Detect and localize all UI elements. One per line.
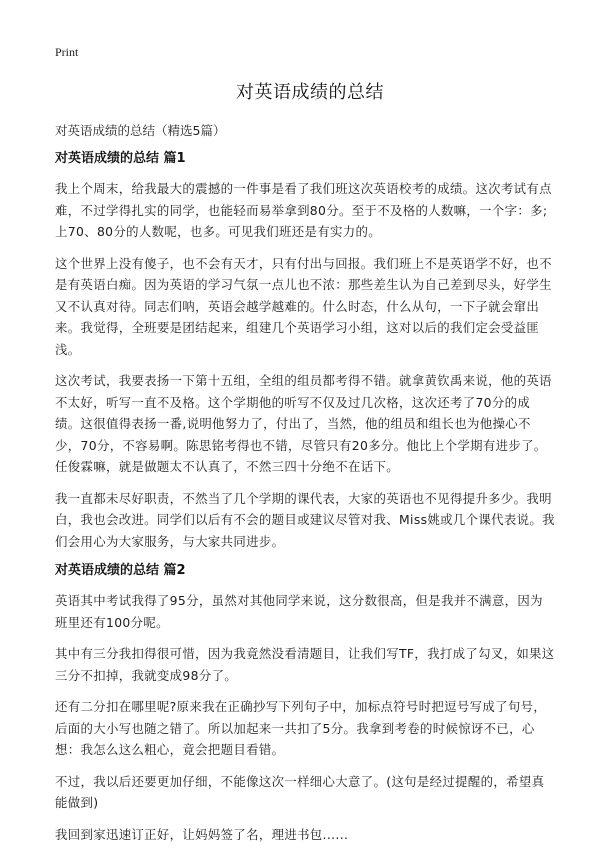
paragraph: 还有二分扣在哪里呢?原来我在正确抄写下列句子中，加标点符号时把逗号写成了句号，后面的大小写也随之错了。所以加起来一共扣了5分。我拿到考卷的时候惊讶不已，心想：我怎么这么粗心，竟会把题目看错。: [55, 699, 547, 757]
print-label[interactable]: Print: [55, 45, 79, 59]
document-content: [55, 150, 555, 855]
section-heading: 对英语成绩的总结 篇2: [55, 563, 186, 578]
paragraph: 我上个周末，给我最大的震撼的一件事是看了我们班这次英语校考的成绩。这次考试有点难，不过学得扎实的同学，也能轻而易举拿到80分。至于不及格的人数嘛，一个字：多;上70、80分的人数呢，也多。可见我们班还是有实力的。: [55, 181, 552, 239]
paragraph: 英语其中考试我得了95分，虽然对其他同学来说，这分数很高，但是我并不满意，因为班里还有100分呢。: [55, 593, 543, 630]
document-title: 对英语成绩的总结: [236, 82, 384, 103]
paragraph: 不过，我以后还要更加仔细，不能像这次一样细心大意了。(这句是经过提醒的，希望真能做到): [55, 773, 545, 810]
paragraph: 其中有三分我扣得很可惜，因为我竟然没看清题目，让我们写TF，我打成了勾叉，如果这三分不扣掉，我就变成98分了。: [55, 646, 555, 683]
section-2: [55, 562, 555, 845]
section-heading: 对英语成绩的总结 篇1: [55, 151, 186, 166]
paragraph: 这个世界上没有傻子，也不会有天才，只有付出与回报。我们班上不是英语学不好，也不是有英语白痴。因为英语的学习气氛一点儿也不浓：那些差生认为自己差到尽头，好学生又不认真对待。同志们呐，英语会越学越难的。什么时态，什么从句，一下子就会窜出来。我觉得，全班要是团结起来，组建几个英语学习小组，这对以后的我们定会受益匪浅。: [55, 255, 552, 357]
document-subtitle: 对英语成绩的总结（精选5篇）: [55, 123, 226, 138]
section-1: [55, 150, 555, 552]
paragraph: 这次考试，我要表扬一下第十五组，全组的组员都考得不错。就拿黄钦禹来说，他的英语不太好，听写一直不及格。这个学期他的听写不仅及过几次格，这次还考了70分的成绩。这很值得表扬一番,说明他努力了，付出了，当然，他的组员和组长也为他操心不少，70分，不容易啊。陈思铭考得也不错，尽管只有20多分。他比上个学期有进步了。任俊霖嘛，就是做题太不认真了，不然三四十分绝不在话下。: [55, 373, 552, 474]
paragraph: 我一直都未尽好职责，不然当了几个学期的课代表，大家的英语也不见得提升多少。我明白，我也会改进。同学们以后有不会的题目或建议尽管对我、Miss姚或几个课代表说。我们会用心为大家服务，与大家共同进步。: [55, 490, 555, 549]
paragraph: 我回到家迅速订正好，让妈妈签了名，理进书包......: [55, 826, 349, 842]
